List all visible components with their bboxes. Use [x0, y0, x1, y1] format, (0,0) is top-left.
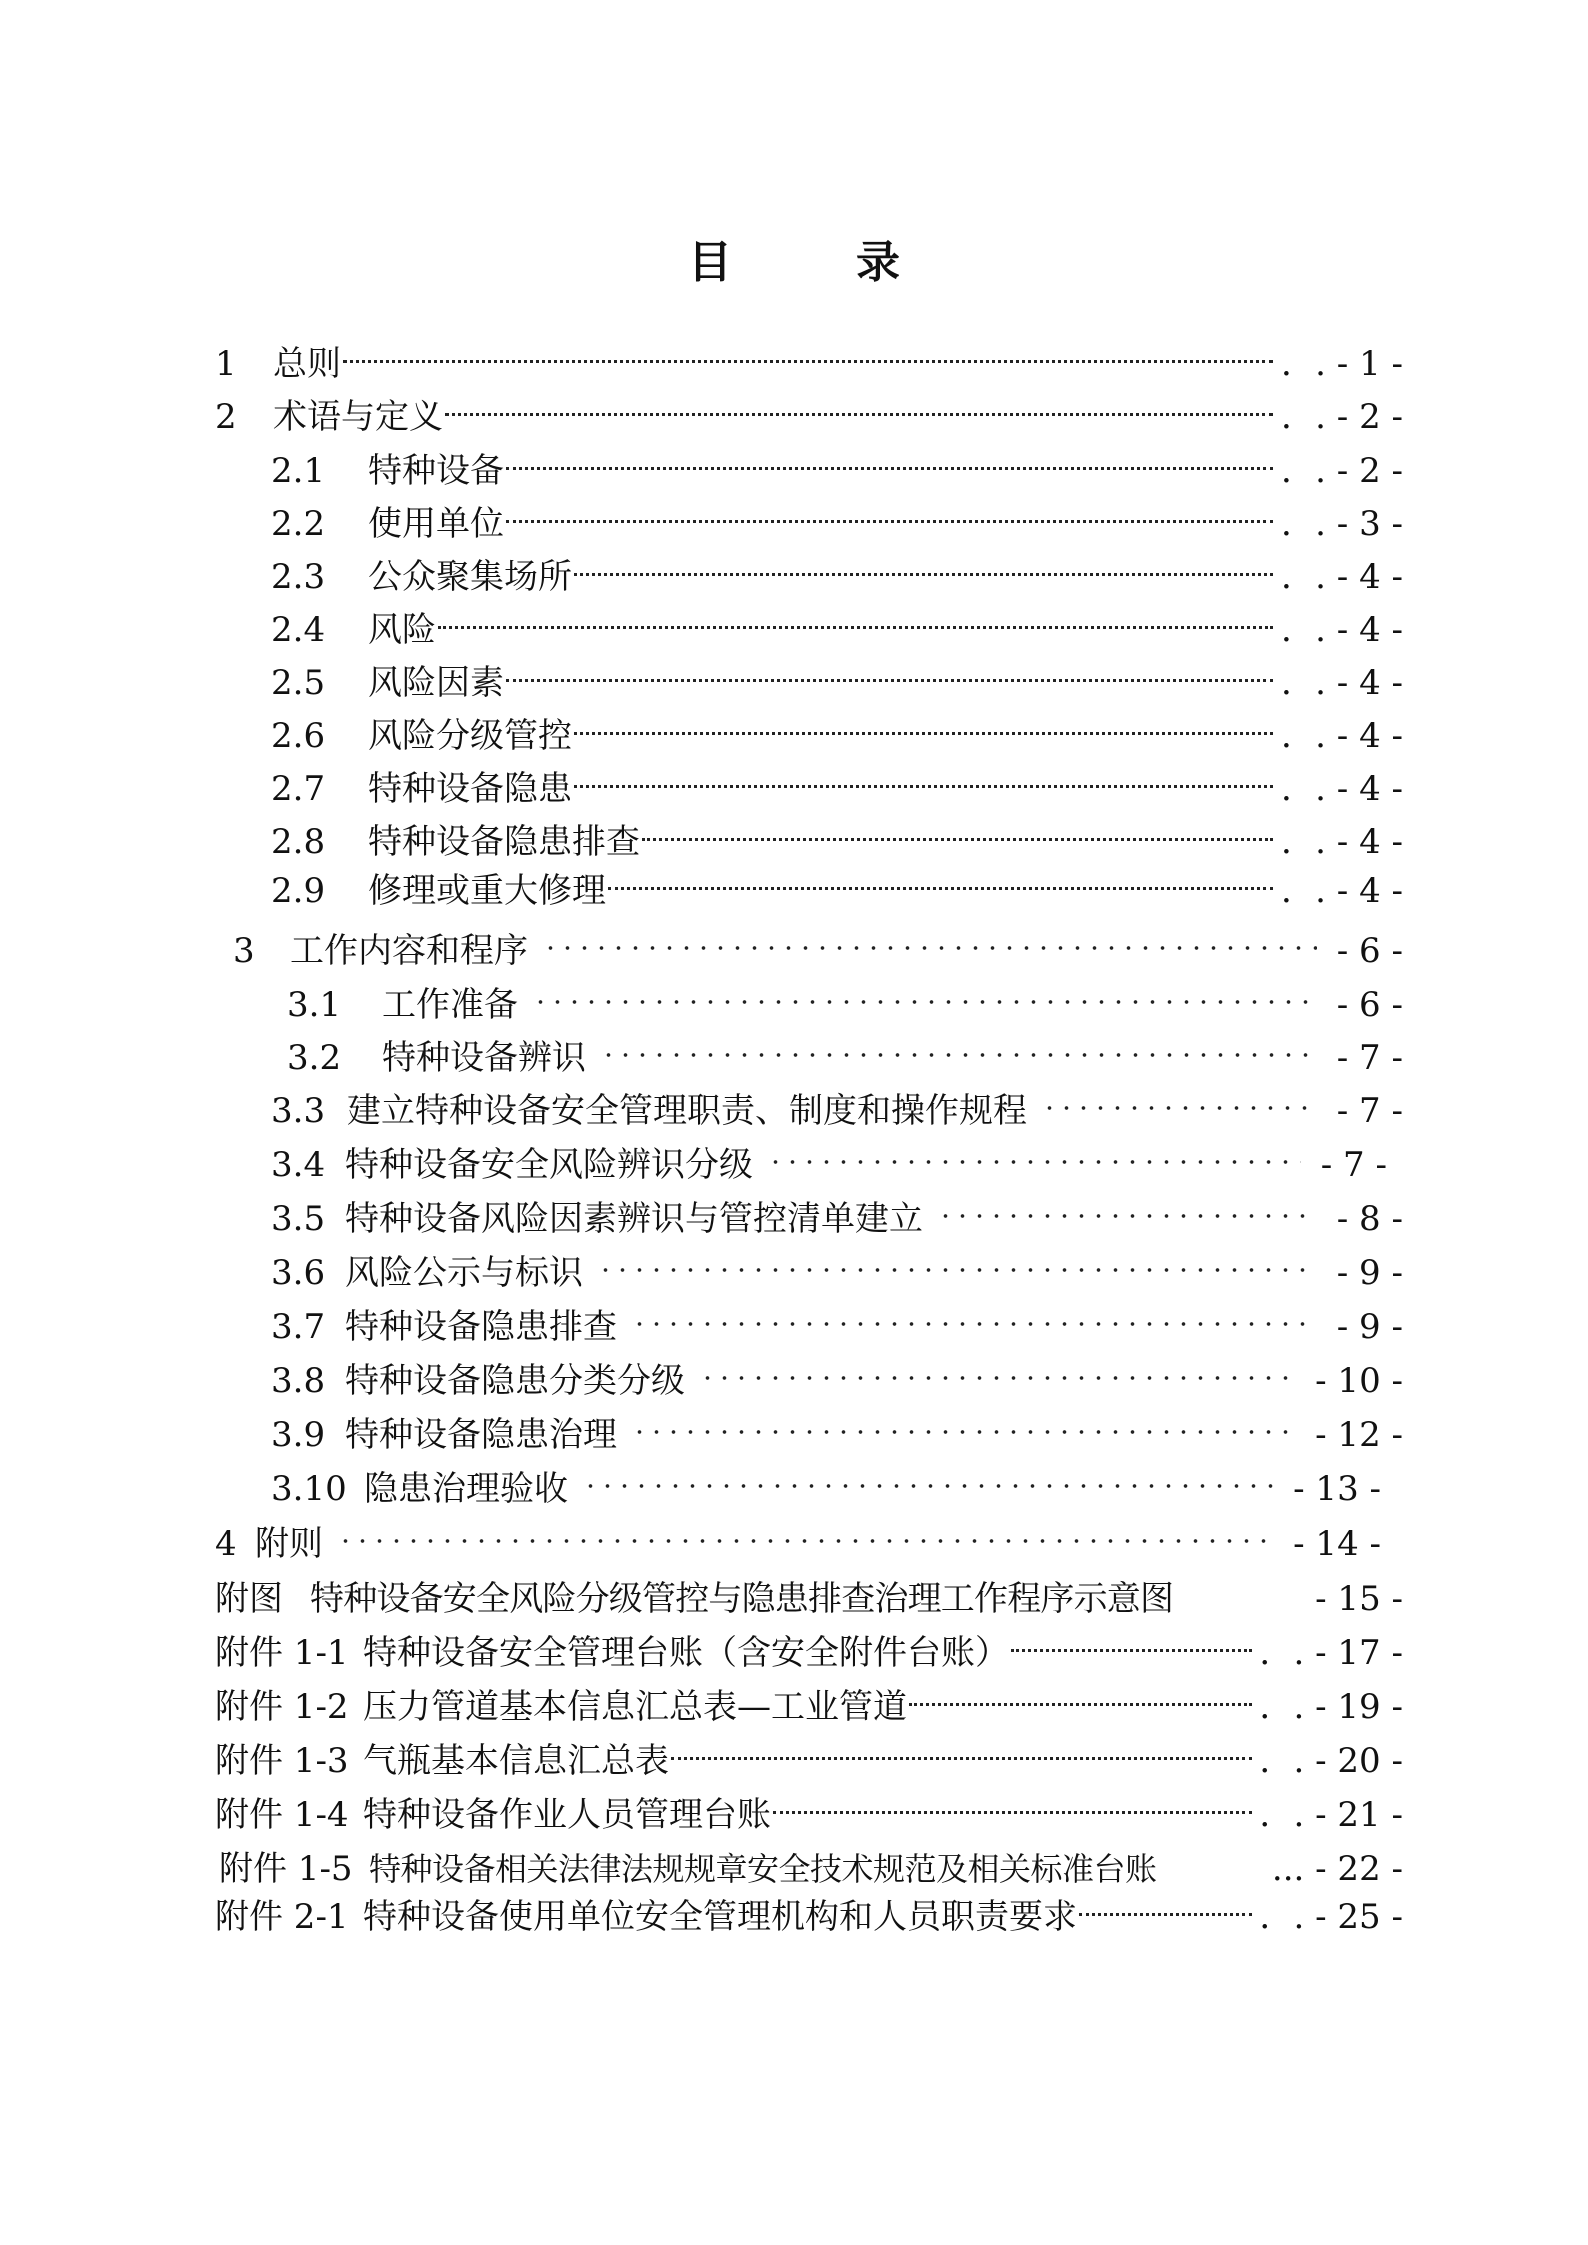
toc-dot-leader — [753, 1126, 1315, 1176]
toc-entry-title: 风险 — [368, 610, 436, 650]
toc-entry-attachment-2-1[interactable] — [215, 1878, 1403, 1937]
toc-entry-figure[interactable] — [215, 1560, 1403, 1619]
toc-entry-number: 3.7 — [271, 1307, 326, 1347]
toc-entry-title: 工作内容和程序 — [290, 931, 528, 971]
toc-dot-leader — [572, 538, 1275, 588]
toc-entry-page: - 6 - — [1336, 985, 1403, 1025]
toc-entry-number: 附件 1-1 — [215, 1633, 349, 1673]
toc-entry-page: ．. - 4 - — [1281, 871, 1403, 911]
toc-entry-page: - 10 - — [1315, 1361, 1403, 1401]
toc-entry-page: - 14 - — [1293, 1524, 1381, 1564]
toc-entry-number: 2.9 — [271, 871, 326, 911]
toc-entry-page: - 9 - — [1336, 1253, 1403, 1293]
toc-entry-page: - 7 - — [1336, 1038, 1403, 1078]
toc-entry-page: ．. - 4 - — [1281, 610, 1403, 650]
toc-dot-leader — [504, 485, 1275, 535]
toc-entry-title: 修理或重大修理 — [368, 871, 606, 911]
toc-entry-number: 2.3 — [271, 557, 326, 597]
toc-dot-leader — [443, 378, 1275, 428]
toc-entry-3-8[interactable] — [271, 1342, 1403, 1401]
toc-entry-page: - 13 - — [1293, 1469, 1381, 1509]
toc-entry-title: 风险公示与标识 — [345, 1253, 583, 1293]
toc-entry-page: ．. - 4 - — [1281, 716, 1403, 756]
toc-entry-title: 特种设备相关法律法规规章安全技术规范及相关标准台账 — [369, 1850, 1157, 1888]
toc-entry-3-6[interactable] — [271, 1234, 1403, 1293]
toc-entry-title: 特种设备使用单位安全管理机构和人员职责要求 — [363, 1897, 1077, 1937]
toc-entry-page: ．. - 25 - — [1259, 1897, 1403, 1937]
toc-entry-3-9[interactable] — [271, 1396, 1403, 1455]
toc-entry-title: 附则 — [255, 1524, 323, 1564]
toc-entry-number: 3.8 — [271, 1361, 326, 1401]
toc-entry-page: ．. - 1 - — [1281, 344, 1403, 384]
toc-entry-title: 特种设备辨识 — [382, 1038, 586, 1078]
toc-entry-number: 4 — [215, 1524, 237, 1564]
toc-entry-page: ．. - 4 - — [1281, 663, 1403, 703]
toc-entry-number: 3.5 — [271, 1199, 326, 1239]
toc-entry-page: - 9 - — [1336, 1307, 1403, 1347]
toc-dot-leader — [669, 1722, 1254, 1772]
toc-entry-attachment-1-3[interactable] — [215, 1722, 1403, 1781]
toc-entry-1[interactable] — [215, 325, 1403, 384]
toc-entry-number: 2.6 — [271, 716, 326, 756]
toc-dot-leader — [1077, 1878, 1254, 1928]
toc-entry-2[interactable] — [215, 378, 1403, 437]
toc-dot-leader — [1027, 1072, 1331, 1122]
toc-entry-2-8[interactable] — [271, 803, 1403, 862]
toc-entry-2-6[interactable] — [271, 697, 1403, 756]
toc-entry-2-4[interactable] — [271, 591, 1403, 650]
toc-dot-leader — [1009, 1614, 1254, 1664]
toc-entry-3-4[interactable] — [271, 1126, 1387, 1185]
toc-entry-attachment-1-1[interactable] — [215, 1614, 1403, 1673]
toc-entry-title: 工作准备 — [382, 985, 518, 1025]
toc-entry-2-5[interactable] — [271, 644, 1403, 703]
toc-entry-page: - 7 - — [1320, 1145, 1387, 1185]
toc-entry-page: ... - 22 - — [1271, 1849, 1403, 1889]
toc-entry-2-7[interactable] — [271, 750, 1403, 809]
toc-entry-number: 3.4 — [271, 1145, 326, 1185]
toc-entry-3[interactable] — [233, 912, 1403, 971]
toc-dot-leader — [436, 591, 1275, 641]
toc-dot-leader — [518, 966, 1331, 1016]
toc-entry-title: 特种设备安全风险分级管控与隐患排查治理工作程序示意图 — [310, 1579, 1174, 1619]
toc-dot-leader — [1157, 1830, 1266, 1880]
toc-dot-leader — [572, 697, 1275, 747]
toc-entry-number: 附件 1-3 — [215, 1741, 349, 1781]
toc-entry-number: 3.10 — [271, 1469, 347, 1509]
toc-entry-page: - 8 - — [1336, 1199, 1403, 1239]
toc-entry-page: - 12 - — [1315, 1415, 1403, 1455]
toc-entry-title: 特种设备安全风险辨识分级 — [345, 1145, 753, 1185]
toc-entry-title: 压力管道基本信息汇总表—工业管道 — [363, 1687, 907, 1727]
toc-entry-number: 2 — [215, 397, 237, 437]
toc-entry-title: 风险分级管控 — [368, 716, 572, 756]
toc-entry-title: 特种设备隐患排查 — [345, 1307, 617, 1347]
toc-entry-title: 特种设备 — [368, 451, 504, 491]
toc-entry-number: 1 — [215, 344, 237, 384]
toc-entry-page: ．. - 4 - — [1281, 557, 1403, 597]
toc-entry-title: 特种设备隐患分类分级 — [345, 1361, 685, 1401]
toc-entry-title: 特种设备隐患治理 — [345, 1415, 617, 1455]
toc-entry-page: - 6 - — [1336, 931, 1403, 971]
toc-dot-leader — [685, 1342, 1309, 1392]
toc-entry-number: 2.8 — [271, 822, 326, 862]
toc-dot-leader — [323, 1505, 1287, 1555]
toc-entry-title: 公众聚集场所 — [368, 557, 572, 597]
toc-dot-leader — [504, 644, 1275, 694]
toc-entry-3-5[interactable] — [271, 1180, 1403, 1239]
toc-dot-leader — [341, 325, 1275, 375]
toc-dot-leader — [771, 1776, 1254, 1826]
toc-entry-number: 3.2 — [287, 1038, 342, 1078]
toc-entry-number: 附图 — [215, 1579, 283, 1619]
toc-entry-title: 隐患治理验收 — [364, 1469, 568, 1509]
toc-entry-number: 2.1 — [271, 451, 326, 491]
toc-entry-number: 3.1 — [287, 985, 342, 1025]
toc-dot-leader — [572, 750, 1275, 800]
toc-dot-leader — [568, 1450, 1287, 1500]
toc-entry-4[interactable] — [215, 1505, 1381, 1564]
toc-entry-page: ．. - 2 - — [1281, 451, 1403, 491]
toc-dot-leader — [617, 1288, 1331, 1338]
toc-entry-title: 建立特种设备安全管理职责、制度和操作规程 — [347, 1091, 1027, 1131]
toc-entry-number: 3 — [233, 931, 255, 971]
toc-entry-page: ．. - 19 - — [1259, 1687, 1403, 1727]
toc-entry-number: 附件 1-4 — [215, 1795, 349, 1835]
toc-dot-leader — [586, 1019, 1331, 1069]
toc-dot-leader — [528, 912, 1331, 962]
toc-entry-3-10[interactable] — [271, 1450, 1381, 1509]
toc-entry-3-7[interactable] — [271, 1288, 1403, 1347]
toc-entry-title: 总则 — [273, 344, 341, 384]
toc-entry-title: 特种设备安全管理台账（含安全附件台账） — [363, 1633, 1009, 1673]
toc-entry-3-2[interactable] — [287, 1019, 1403, 1078]
toc-entry-title: 特种设备隐患排查 — [368, 822, 640, 862]
toc-dot-leader — [640, 803, 1275, 853]
toc-entry-page: ．. - 2 - — [1281, 397, 1403, 437]
toc-entry-title: 使用单位 — [368, 504, 504, 544]
toc-entry-page: ．. - 20 - — [1259, 1741, 1403, 1781]
toc-entry-page: ．. - 4 - — [1281, 822, 1403, 862]
toc-entry-number: 3.6 — [271, 1253, 326, 1293]
toc-entry-attachment-1-4[interactable] — [215, 1776, 1403, 1835]
toc-entry-number: 2.2 — [271, 504, 326, 544]
toc-entry-2-9[interactable] — [271, 852, 1403, 911]
toc-entry-title: 特种设备隐患 — [368, 769, 572, 809]
toc-entry-page: ．. - 17 - — [1259, 1633, 1403, 1673]
toc-entry-2-2[interactable] — [271, 485, 1403, 544]
toc-dot-leader — [583, 1234, 1331, 1284]
toc-entry-page: ．. - 21 - — [1259, 1795, 1403, 1835]
toc-entry-title: 特种设备作业人员管理台账 — [363, 1795, 771, 1835]
page-title: 目 录 — [688, 237, 940, 288]
toc-entry-2-1[interactable] — [271, 432, 1403, 491]
toc-dot-leader — [907, 1668, 1254, 1718]
toc-entry-number: 附件 2-1 — [215, 1897, 349, 1937]
toc-entry-number: 附件 1-5 — [219, 1849, 353, 1889]
toc-entry-page: ．. - 3 - — [1281, 504, 1403, 544]
toc-entry-number: 附件 1-2 — [215, 1687, 349, 1727]
toc-entry-3-3[interactable] — [271, 1072, 1403, 1131]
toc-dot-leader — [504, 432, 1275, 482]
toc-entry-number: 2.5 — [271, 663, 326, 703]
toc-entry-number: 2.4 — [271, 610, 326, 650]
toc-entry-page: - 15 - — [1315, 1579, 1403, 1619]
toc-entry-title: 气瓶基本信息汇总表 — [363, 1741, 669, 1781]
toc-entry-2-3[interactable] — [271, 538, 1403, 597]
toc-dot-leader — [606, 852, 1275, 902]
toc-dot-leader — [1173, 1560, 1315, 1610]
toc-entry-page: - 7 - — [1336, 1091, 1403, 1131]
toc-entry-number: 3.9 — [271, 1415, 326, 1455]
toc-entry-title: 风险因素 — [368, 663, 504, 703]
toc-entry-title: 特种设备风险因素辨识与管控清单建立 — [345, 1199, 923, 1239]
toc-entry-page: ．. - 4 - — [1281, 769, 1403, 809]
toc-entry-attachment-1-2[interactable] — [215, 1668, 1403, 1727]
toc-entry-number: 2.7 — [271, 769, 326, 809]
toc-entry-3-1[interactable] — [287, 966, 1403, 1025]
toc-entry-number: 3.3 — [271, 1091, 326, 1131]
toc-entry-attachment-1-5[interactable] — [219, 1830, 1403, 1889]
toc-entry-title: 术语与定义 — [273, 397, 443, 437]
toc-dot-leader — [617, 1396, 1309, 1446]
toc-dot-leader — [923, 1180, 1331, 1230]
